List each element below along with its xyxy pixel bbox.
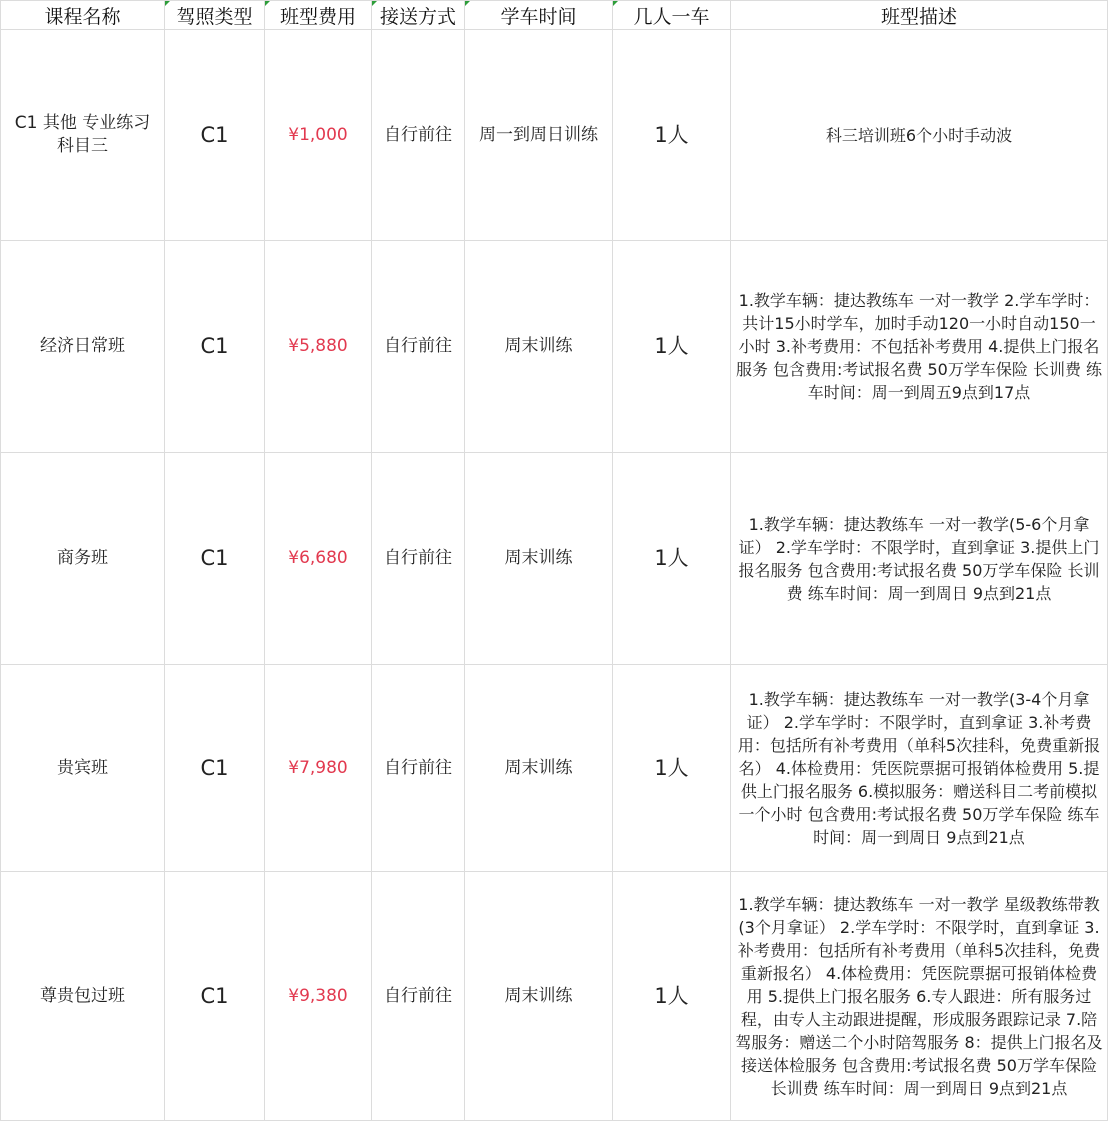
course-name-cell[interactable]: 贵宾班	[1, 665, 165, 872]
pickup-cell[interactable]: 自行前往	[372, 241, 465, 453]
course-name-cell[interactable]: 经济日常班	[1, 241, 165, 453]
comment-marker-icon	[465, 1, 470, 6]
per-car-cell[interactable]: 1人	[613, 872, 731, 1121]
header-pickup	[372, 1, 465, 30]
license-type-cell[interactable]: C1	[165, 665, 265, 872]
description-cell[interactable]: 1.教学车辆：捷达教练车 一对一教学 星级教练带教(3个月拿证） 2.学车学时：不限学时，直到拿证 3.补考费用：包括所有补考费用（单科5次挂科，免费重新报名） 4.体检费用：凭医院票据可报销体检费用 5.提供上门报名服务 6.专人跟进：所有服务过程，由专人主动跟进提醒，形成服务跟踪记录 7.陪驾服务：赠送二个小时陪驾服务 8：提供上门报名及接送体检服务 包含费用:考试报名费 50万学车保险 长训费 练车时间：周一到周日 9点到21点	[731, 872, 1108, 1121]
table-row[interactable]	[1, 30, 1108, 241]
description-cell[interactable]: 1.教学车辆：捷达教练车 一对一教学 2.学车学时：共计15小时学车，加时手动120一小时自动150一小时 3.补考费用：不包括补考费用 4.提供上门报名服务 包含费用:考试报名费 50万学车保险 长训费 练车时间：周一到周五9点到17点	[731, 241, 1108, 453]
description-cell[interactable]: 科三培训班6个小时手动波	[731, 30, 1108, 241]
course-name-cell[interactable]: 尊贵包过班	[1, 872, 165, 1121]
license-type-cell[interactable]: C1	[165, 241, 265, 453]
schedule-cell[interactable]: 周一到周日训练	[465, 30, 613, 241]
schedule-cell[interactable]: 周末训练	[465, 665, 613, 872]
header-license-type	[165, 1, 265, 30]
pickup-cell[interactable]: 自行前往	[372, 665, 465, 872]
per-car-cell[interactable]: 1人	[613, 30, 731, 241]
comment-marker-icon	[613, 1, 618, 6]
fee-cell[interactable]: ¥1,000	[265, 30, 372, 241]
header-license-type-label: 驾照类型	[176, 5, 253, 28]
per-car-cell[interactable]: 1人	[613, 453, 731, 665]
header-course-name: 课程名称	[1, 1, 165, 30]
description-cell[interactable]: 1.教学车辆：捷达教练车 一对一教学(5-6个月拿证） 2.学车学时：不限学时，直到拿证 3.提供上门报名服务 包含费用:考试报名费 50万学车保险 长训费 练车时间：周一到周日 9点到21点	[731, 453, 1108, 665]
license-type-cell[interactable]: C1	[165, 453, 265, 665]
header-fee-label: 班型费用	[279, 5, 356, 28]
header-pickup-label: 接送方式	[379, 5, 456, 28]
schedule-cell[interactable]: 周末训练	[465, 241, 613, 453]
pickup-cell[interactable]: 自行前往	[372, 30, 465, 241]
header-schedule-label: 学车时间	[500, 5, 577, 28]
course-name-cell[interactable]: C1 其他 专业练习科目三	[1, 30, 165, 241]
description-cell[interactable]: 1.教学车辆：捷达教练车 一对一教学(3-4个月拿证） 2.学车学时：不限学时，直到拿证 3.补考费用：包括所有补考费用（单科5次挂科，免费重新报名） 4.体检费用：凭医院票据可报销体检费用 5.提供上门报名服务 6.模拟服务：赠送科目二考前模拟一个小时 包含费用:考试报名费 50万学车保险 练车时间：周一到周日 9点到21点	[731, 665, 1108, 872]
header-description: 班型描述	[731, 1, 1108, 30]
table-row[interactable]	[1, 665, 1108, 872]
schedule-cell[interactable]: 周末训练	[465, 872, 613, 1121]
course-name-cell[interactable]: 商务班	[1, 453, 165, 665]
per-car-cell[interactable]: 1人	[613, 665, 731, 872]
header-fee	[265, 1, 372, 30]
schedule-cell[interactable]: 周末训练	[465, 453, 613, 665]
table-row[interactable]	[1, 241, 1108, 453]
table-header-row	[1, 1, 1108, 30]
per-car-cell[interactable]: 1人	[613, 241, 731, 453]
comment-marker-icon	[165, 1, 170, 6]
fee-cell[interactable]: ¥6,680	[265, 453, 372, 665]
comment-marker-icon	[372, 1, 377, 6]
pickup-cell[interactable]: 自行前往	[372, 453, 465, 665]
table-row[interactable]	[1, 453, 1108, 665]
license-type-cell[interactable]: C1	[165, 872, 265, 1121]
comment-marker-icon	[265, 1, 270, 6]
header-per-car	[613, 1, 731, 30]
fee-cell[interactable]: ¥9,380	[265, 872, 372, 1121]
fee-cell[interactable]: ¥5,880	[265, 241, 372, 453]
fee-cell[interactable]: ¥7,980	[265, 665, 372, 872]
pickup-cell[interactable]: 自行前往	[372, 872, 465, 1121]
header-per-car-label: 几人一车	[633, 5, 710, 28]
license-type-cell[interactable]: C1	[165, 30, 265, 241]
header-schedule	[465, 1, 613, 30]
table-row[interactable]	[1, 872, 1108, 1121]
